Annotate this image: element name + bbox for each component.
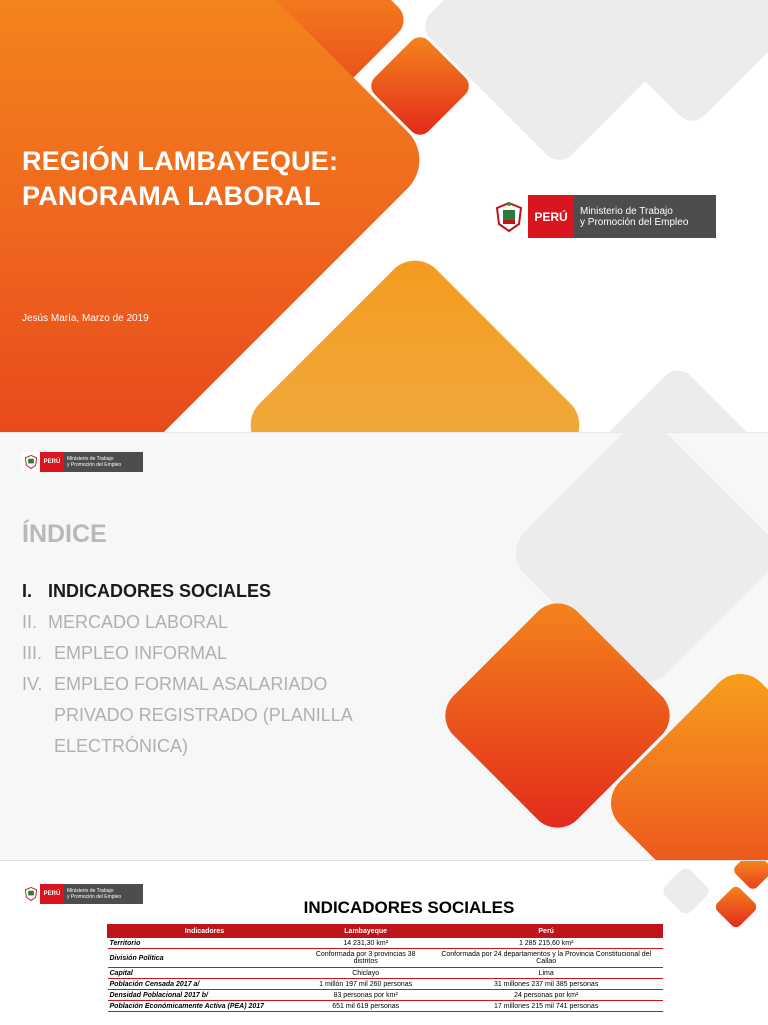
column-header: Indicadores: [108, 925, 302, 938]
index-list: [22, 576, 462, 762]
index-item-mercado-laboral[interactable]: [22, 607, 462, 638]
indicators-table: [107, 924, 663, 1012]
table-cell: 24 personas por km²: [430, 990, 663, 1001]
table-row: [108, 990, 663, 1001]
table-row: [108, 1001, 663, 1012]
decorative-grey-tile: [579, 363, 768, 432]
table-header-row: [108, 925, 663, 938]
table-cell: 83 personas por km²: [302, 990, 430, 1001]
title-line-2: PANORAMA LABORAL: [22, 181, 321, 211]
ministry-line-1: Ministerio de Trabajo: [580, 205, 673, 217]
index-item-label: EMPLEO FORMAL ASALARIADO PRIVADO REGISTRADO (PLANILLA ELECTRÓNICA): [54, 674, 352, 756]
table-cell: 31 millones 237 mil 385 personas: [430, 979, 663, 990]
ministry-line-2: y Promoción del Empleo: [580, 216, 689, 228]
peru-label: PERÚ: [528, 195, 574, 238]
peru-label: PERÚ: [40, 884, 64, 904]
table-cell: 17 millones 215 mil 741 personas: [430, 1001, 663, 1012]
ministry-name: [64, 452, 143, 472]
column-header: Lambayeque: [302, 925, 430, 938]
cover-slide: [0, 0, 768, 432]
table-cell: Lima: [430, 968, 663, 979]
table-cell: Densidad Poblacional 2017 b/: [108, 990, 302, 1001]
table-row: [108, 968, 663, 979]
table-cell: Capital: [108, 968, 302, 979]
index-item-indicadores-sociales[interactable]: [22, 576, 462, 607]
ministry-line-1: Ministerio de Trabajo: [67, 888, 114, 894]
index-item-label: INDICADORES SOCIALES: [48, 581, 272, 601]
table-row: [108, 949, 663, 968]
table-cell: Conformada por 3 provincias 38 distritos: [302, 949, 430, 968]
table-cell: Conformada por 24 departamentos y la Provincia Constitucional del Callao: [430, 949, 663, 968]
table-row: [108, 938, 663, 949]
index-item-number: I.: [22, 581, 33, 601]
peru-coat-of-arms-icon: [490, 195, 528, 238]
table-cell: Territorio: [108, 938, 302, 949]
ministry-logo: [490, 195, 716, 238]
index-item-number: II.: [22, 612, 38, 632]
table-cell: 1 285 215,60 km²: [430, 938, 663, 949]
ministry-line-2: y Promoción del Empleo: [67, 894, 122, 900]
title-line-1: REGIÓN LAMBAYEQUE:: [22, 146, 339, 176]
table-cell: División Política: [108, 949, 302, 968]
column-header: Perú: [430, 925, 663, 938]
section-title: INDICADORES SOCIALES: [303, 898, 515, 917]
table-cell: 651 mil 619 personas: [302, 1001, 430, 1012]
ministry-logo-small: [22, 452, 143, 472]
index-item-number: IV.: [22, 674, 43, 694]
peru-label: PERÚ: [40, 452, 64, 472]
ministry-line-1: Ministerio de Trabajo: [67, 456, 114, 462]
date-location: Jesús María, Marzo de 2019: [22, 313, 149, 324]
index-heading: ÍNDICE: [22, 520, 107, 548]
index-item-label: EMPLEO INFORMAL: [54, 643, 228, 663]
table-cell: 1 millón 197 mil 260 personas: [302, 979, 430, 990]
ministry-name: [574, 195, 716, 238]
peru-coat-of-arms-icon: [22, 452, 40, 472]
ministry-line-2: y Promoción del Empleo: [67, 462, 122, 468]
table-cell: 14 231,30 km²: [302, 938, 430, 949]
index-item-label: MERCADO LABORAL: [48, 612, 229, 632]
page-title: [22, 144, 338, 214]
table-cell: Población Censada 2017 a/: [108, 979, 302, 990]
index-item-empleo-informal[interactable]: [22, 638, 462, 669]
index-item-number: III.: [22, 643, 43, 663]
table-cell: Población Económicamente Activa (PEA) 2017: [108, 1001, 302, 1012]
index-item-empleo-formal[interactable]: [22, 669, 462, 762]
table-row: [108, 979, 663, 990]
table-cell: Chiclayo: [302, 968, 430, 979]
